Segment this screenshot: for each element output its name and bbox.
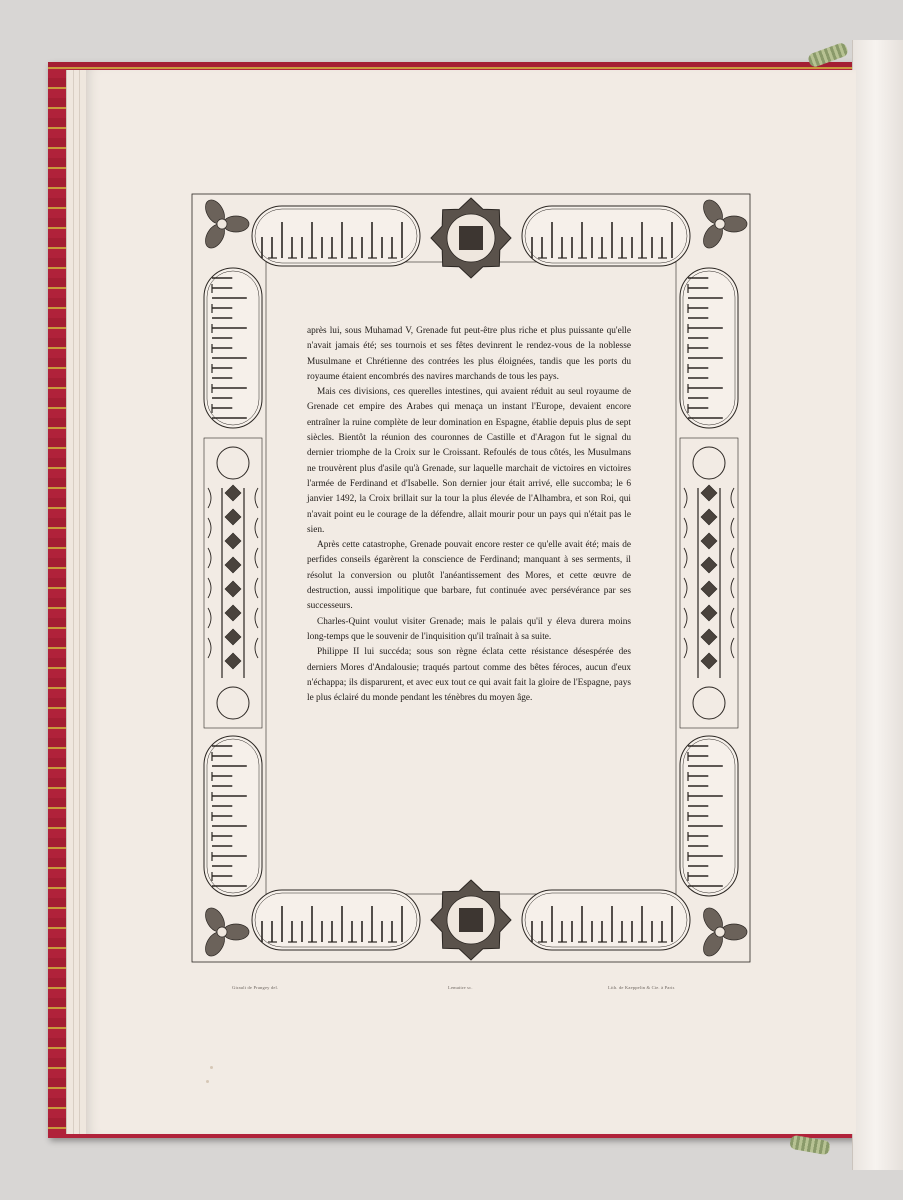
paragraph-4: Charles-Quint voulut visiter Grenade; mais le palais qu'il y éleva durera moins long-temps que le souvenir de l'inquisition qu'il traînait à sa suite.: [307, 616, 631, 642]
column-left-scroll: [208, 548, 211, 568]
paragraph-5: Philippe II lui succéda; sous son règne éclata cette résistance désespérée des derniers Mores d'Andalousie; traqués partout comme des bêtes féroces, aucun d'eux n'échappa; ils disparurent, et avec eux tout ce qui avait fait la gloire de l'Espagne, pays le plus éclairé du monde pendant les ténèbres du moyen âge.: [307, 647, 631, 704]
column-left-lozenge: [225, 509, 241, 525]
column-left-lozenge: [225, 485, 241, 501]
column-right-scroll: [731, 518, 734, 538]
credit-artist: Girault de Prangey del.: [232, 985, 279, 990]
column-right-lozenge: [701, 653, 717, 669]
column-right-scroll: [684, 578, 687, 598]
column-left-lozenge: [225, 629, 241, 645]
credit-printer: Lith. de Kaeppelin & Cie. à Paris: [608, 985, 675, 990]
column-left-base: [217, 687, 249, 719]
text-block: [307, 324, 631, 706]
column-right-scroll: [731, 608, 734, 628]
cartouche-bottom-left: [252, 890, 420, 950]
credit-engraver: Lemaitre sc.: [448, 985, 473, 990]
column-right-lozenge: [701, 557, 717, 573]
column-left-scroll: [208, 578, 211, 598]
column-left-lozenge: [225, 653, 241, 669]
column-right-scroll: [684, 488, 687, 508]
column-left-scroll: [208, 518, 211, 538]
column-left-scroll: [208, 638, 211, 658]
cartouche-top-right: [522, 206, 690, 266]
column-right-lozenge: [701, 533, 717, 549]
column-left-scroll: [255, 578, 258, 598]
facing-leaf: [852, 40, 903, 1170]
corner-bottom-right-boss: [715, 927, 725, 937]
paragraph-1: après lui, sous Muhamad V, Grenade fut peut-être plus riche et plus puissante qu'elle n'avait jamais été; ses tournois et ses fêtes devinrent le rendez-vous de la noblesse Musulmane et Chrétienne des contrées les plus éloignées, tandis que les ports du royaume étaient encombrés des navires marchands de tous les pays.: [307, 326, 631, 382]
column-right-arch: [693, 447, 725, 479]
column-left-lozenge: [225, 533, 241, 549]
corner-top-right-boss: [715, 219, 725, 229]
column-left-scroll: [255, 608, 258, 628]
column-left-scroll: [255, 638, 258, 658]
column-right-scroll: [684, 608, 687, 628]
column-left-lozenge: [225, 605, 241, 621]
column-right-lozenge: [701, 629, 717, 645]
column-left-scroll: [208, 608, 211, 628]
medallion-bottom-emblem: [459, 908, 483, 932]
column-left-lozenge: [225, 557, 241, 573]
column-left-scroll: [255, 518, 258, 538]
column-right-scroll: [731, 488, 734, 508]
column-left-scroll: [255, 488, 258, 508]
column-right-base: [693, 687, 725, 719]
column-right-scroll: [684, 548, 687, 568]
column-left-scroll: [255, 548, 258, 568]
column-left-scroll: [208, 488, 211, 508]
column-right-lozenge: [701, 509, 717, 525]
column-right-scroll: [731, 548, 734, 568]
foxing-spot: [210, 1066, 213, 1069]
column-right-lozenge: [701, 605, 717, 621]
cartouche-top-left: [252, 206, 420, 266]
column-right-scroll: [684, 638, 687, 658]
corner-top-left-boss: [217, 219, 227, 229]
corner-bottom-left-boss: [217, 927, 227, 937]
medallion-top-emblem: [459, 226, 483, 250]
column-right-scroll: [684, 518, 687, 538]
column-left-lozenge: [225, 581, 241, 597]
cartouche-bottom-right: [522, 890, 690, 950]
paragraph-2: Mais ces divisions, ces querelles intestines, qui avaient réduit au seul royaume de Grenade cet empire des Arabes qui menaça un instant l'Europe, devaient encore entraîner la ruine complète de leur domination en Espagne, établie depuis plus de sept siècles. Bientôt la réunion des couronnes de Castille et d'Aragon fut le signal du dernier triomphe de la Croix sur le Croissant. Refoulés de tous côtés, les Musulmans ne trouvèrent plus d'asile qu'à Grenade, sur laquelle marchait de victoires en victoires l'armée de Ferdinand et d'Isabelle. Son dernier jour était arrivé, elle succomba; le 6 janvier 1492, la Croix brillait sur la tour la plus élevée de l'Alhambra, et son Roi, qui n'avait point eu le courage de la défendre, allait mourir pour un pays qui n'était pas le sien.: [307, 387, 631, 535]
column-right-lozenge: [701, 485, 717, 501]
paragraph-3: Après cette catastrophe, Grenade pouvait encore rester ce qu'elle avait été; mais de perfides conseils égarèrent la conscience de Ferdinand; manquant à ses serments, il résolut la conversion ou plutôt l'anéantissement des Mores, et cette œuvre de destruction, aussi impolitique que barbare, fut continuée avec persévérance par ses successeurs.: [307, 540, 631, 612]
column-right-scroll: [731, 578, 734, 598]
column-right-scroll: [731, 638, 734, 658]
column-left-arch: [217, 447, 249, 479]
column-right-lozenge: [701, 581, 717, 597]
foxing-spot: [206, 1080, 209, 1083]
